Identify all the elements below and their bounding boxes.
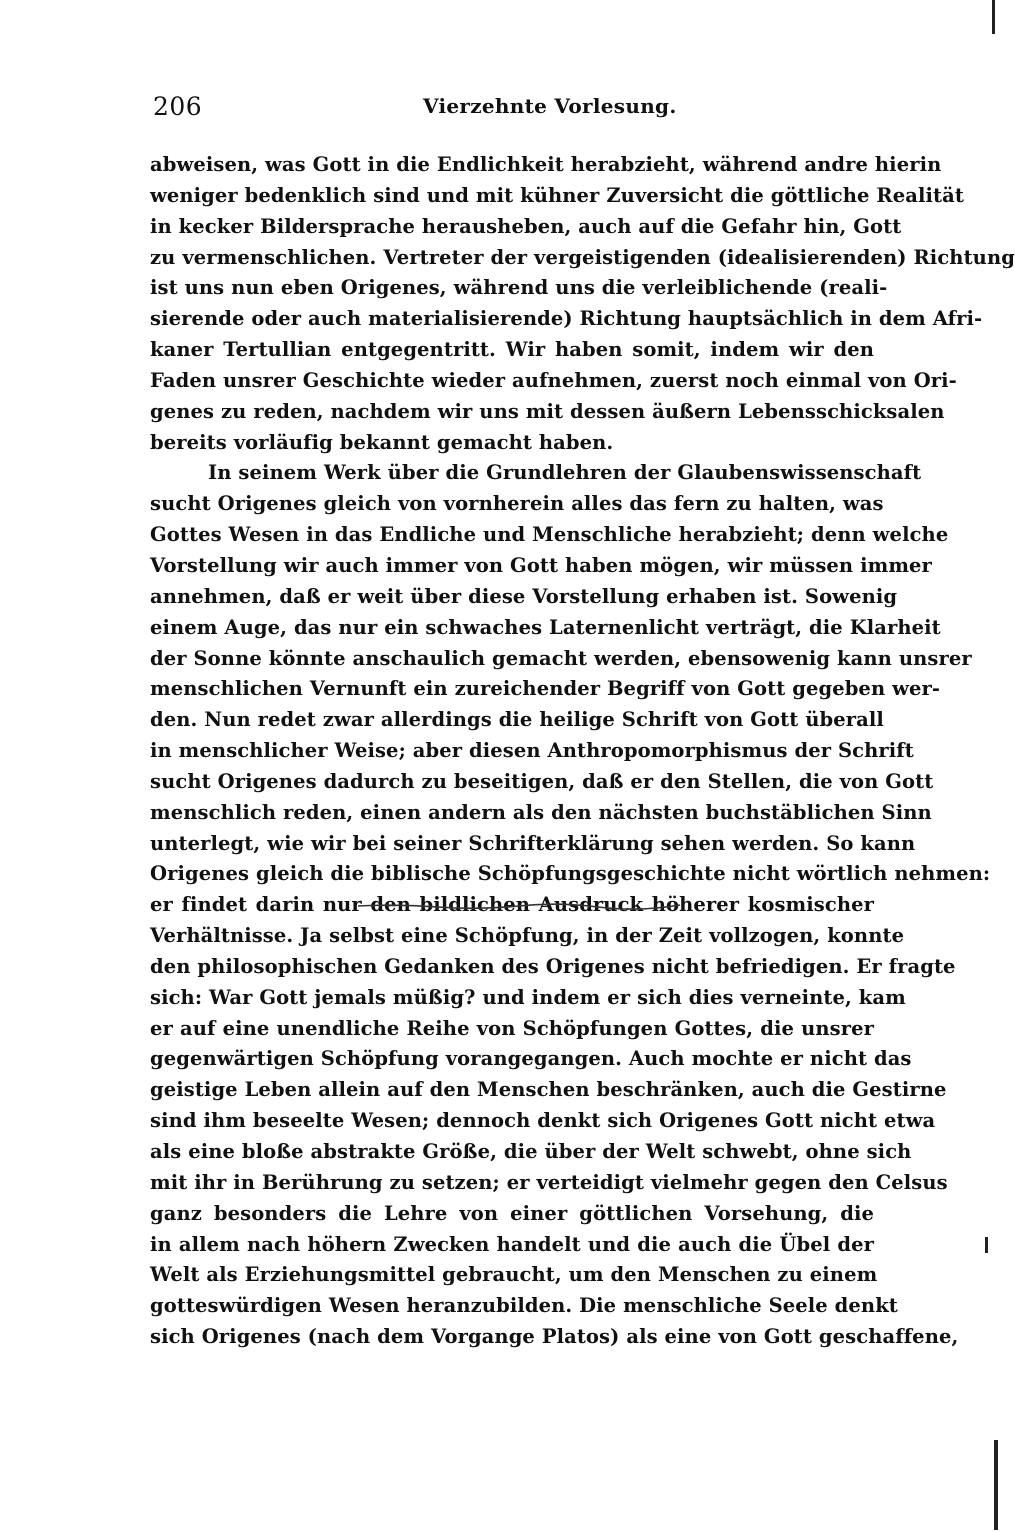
text-line: Vorstellung wir auch immer von Gott haben mögen, wir müssen immer — [150, 553, 932, 577]
text-line: sich: War Gott jemals müßig? und indem er sich dies verneinte, kam — [150, 985, 906, 1009]
text-line: in menschlicher Weise; aber diesen Anthropomorphismus der Schrift — [150, 739, 914, 763]
text-line: kaner Tertullian entgegentritt. Wir haben somit, indem wir den — [150, 338, 874, 362]
text-line: menschlich reden, einen andern als den nächsten buchstäblichen Sinn — [150, 800, 932, 824]
text-line: abweisen, was Gott in die Endlichkeit herabzieht, während andre hierin — [150, 153, 942, 176]
text-line: Origenes gleich die biblische Schöpfungsgeschichte nicht wörtlich nehmen: — [150, 862, 991, 886]
page-header — [153, 92, 869, 132]
text-line: sierende oder auch materialisierende) Richtung hauptsächlich in dem Afri- — [150, 307, 983, 331]
page-number: 206 — [153, 92, 203, 121]
text-line: Faden unsrer Geschichte wieder aufnehmen, zuerst noch einmal von Ori- — [150, 368, 957, 392]
text-line: einem Auge, das nur ein schwaches Laternenlicht verträgt, die Klarheit — [150, 615, 941, 639]
scan-edge-mark — [985, 1237, 988, 1253]
text-line: sind ihm beseelte Wesen; dennoch denkt sich Origenes Gott nicht etwa — [150, 1109, 936, 1133]
scan-edge-mark — [992, 0, 995, 34]
text-line: ist uns nun eben Origenes, während uns die verleiblichende (reali- — [150, 276, 888, 300]
text-line: geistige Leben allein auf den Menschen beschränken, auch die Gestirne — [150, 1078, 947, 1102]
text-line: unterlegt, wie wir bei seiner Schrifterklärung sehen werden. So kann — [150, 831, 916, 855]
text-line: der Sonne könnte anschaulich gemacht werden, ebensowenig kann unsrer — [150, 646, 972, 670]
text-line: In seinem Werk über die Grundlehren der Glaubenswissenschaft — [208, 461, 922, 485]
text-line: annehmen, daß er weit über diese Vorstellung erhaben ist. Sowenig — [150, 584, 898, 608]
text-line: ganz besonders die Lehre von einer göttlichen Vorsehung, die — [150, 1201, 874, 1225]
text-line: sich Origenes (nach dem Vorgange Platos) als eine von Gott geschaffene, — [150, 1325, 959, 1349]
text-line: sucht Origenes gleich von vornherein alles das fern zu halten, was — [150, 492, 884, 516]
text-line: in allem nach höhern Zwecken handelt und die auch die Übel der — [150, 1232, 874, 1256]
text-line: mit ihr in Berührung zu setzen; er verteidigt vielmehr gegen den Celsus — [150, 1170, 948, 1194]
running-head: Vierzehnte Vorlesung. — [423, 94, 677, 118]
text-line: gotteswürdigen Wesen heranzubilden. Die menschliche Seele denkt — [150, 1294, 898, 1318]
text-line: zu vermenschlichen. Vertreter der vergeistigenden (idealisierenden) Richtung — [150, 245, 1015, 269]
text-line: den. Nun redet zwar allerdings die heilige Schrift von Gott überall — [150, 708, 884, 732]
text-line: menschlichen Vernunft ein zureichender Begriff von Gott gegeben wer- — [150, 677, 941, 701]
text-line: genes zu reden, nachdem wir uns mit dessen äußern Lebensschicksalen — [150, 399, 945, 423]
text-line: Gottes Wesen in das Endliche und Menschliche herabzieht; denn welche — [150, 523, 949, 547]
text-line: sucht Origenes dadurch zu beseitigen, daß er den Stellen, die von Gott — [150, 769, 934, 793]
body-text — [150, 150, 1015, 1353]
scan-edge-mark — [994, 1440, 998, 1530]
text-line: den philosophischen Gedanken des Origenes nicht befriedigen. Er fragte — [150, 954, 956, 978]
text-line: bereits vorläufig bekannt gemacht haben. — [150, 430, 614, 454]
text-line: Verhältnisse. Ja selbst eine Schöpfung, in der Zeit vollzogen, konnte — [150, 924, 905, 948]
text-line: Welt als Erziehungsmittel gebraucht, um den Menschen zu einem — [150, 1263, 878, 1287]
text-line: er findet darin nur den bildlichen Ausdruck höherer kosmischer — [150, 893, 874, 917]
text-line: er auf eine unendliche Reihe von Schöpfungen Gottes, die unsrer — [150, 1016, 874, 1040]
pencil-underline-icon — [358, 903, 680, 911]
text-line: weniger bedenklich sind und mit kühner Zuversicht die göttliche Realität — [150, 183, 964, 207]
text-line: als eine bloße abstrakte Größe, die über der Welt schwebt, ohne sich — [150, 1140, 912, 1163]
text-line: gegenwärtigen Schöpfung vorangegangen. Auch mochte er nicht das — [150, 1047, 912, 1071]
text-line: in kecker Bildersprache herausheben, auch auf die Gefahr hin, Gott — [150, 214, 902, 238]
